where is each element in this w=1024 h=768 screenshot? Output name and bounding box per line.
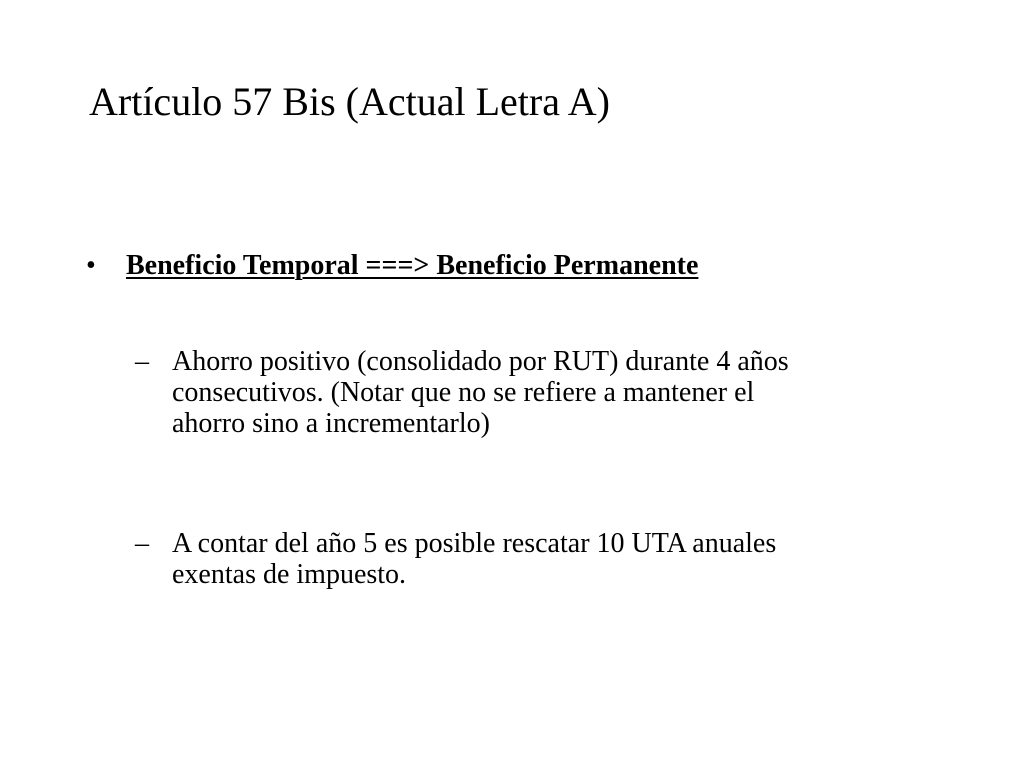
sub-item-line: exentas de impuesto.	[172, 559, 407, 590]
sub-item-line: Ahorro positivo (consolidado por RUT) durante 4 años	[172, 346, 789, 377]
sub-item-dash: –	[135, 346, 149, 377]
slide-title: Artículo 57 Bis (Actual Letra A)	[89, 79, 610, 124]
sub-item-line: A contar del año 5 es posible rescatar 10 UTA anuales	[172, 528, 777, 559]
sub-item-line: consecutivos. (Notar que no se refiere a mantener el	[172, 377, 755, 408]
sub-item-dash: –	[135, 528, 149, 559]
sub-item-line: ahorro sino a incrementarlo)	[172, 408, 490, 439]
bullet-marker: •	[86, 250, 96, 281]
bullet-heading: Beneficio Temporal ===> Beneficio Permanente	[126, 250, 699, 281]
